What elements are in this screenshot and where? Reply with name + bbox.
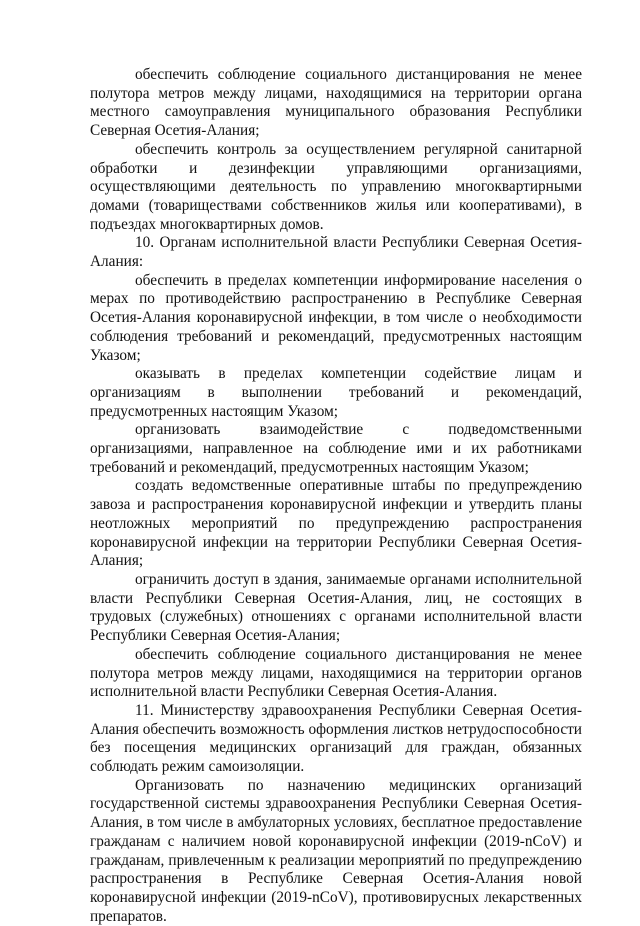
paragraph-7: создать ведомственные оперативные штабы по предупреждению завоза и распространения коронавирусной инфекции и утвердить планы неотложных мероприятий по предупреждению распространения коронавирусной инфекции на территории Республики Северная Осетия-Алания; bbox=[90, 477, 582, 570]
paragraph-11: Организовать по назначению медицинских организаций государственной системы здравоохранения Республики Северная Осетия-Алания, в том числе в амбулаторных условиях, бесплатное предоставление гражданам с наличием новой коронавирусной инфекции (2019-nCoV) и гражданам, привлеченным к реализации мероприятий по предупреждению распространения в Республике Северная Осетия-Алания новой коронавирусной инфекции (2019-nCoV), противовирусных лекарственных препаратов. bbox=[90, 776, 582, 925]
paragraph-8: ограничить доступ в здания, занимаемые органами исполнительной власти Республики Северная Осетия-Алания, лиц, не состоящих в трудовых (служебных) отношениях с органами исполнительной власти Республики Северная Осетия-Алания; bbox=[90, 570, 582, 645]
paragraph-6: организовать взаимодействие с подведомственными организациями, направленное на соблюдение ими и их работниками требований и рекомендаций, предусмотренных настоящим Указом; bbox=[90, 421, 582, 476]
paragraph-1: обеспечить соблюдение социального дистанцирования не менее полутора метров между лицами, находящимися на территории органа местного самоуправления муниципального образования Республики Северная Осетия-Алания; bbox=[90, 66, 582, 140]
paragraph-9: обеспечить соблюдение социального дистанцирования не менее полутора метров между лицами, находящимися на территории органов исполнительной власти Республики Северная Осетия-Алания. bbox=[90, 645, 582, 701]
document-page bbox=[90, 66, 582, 926]
paragraph-10: 11. Министерству здравоохранения Республики Северная Осетия-Алания обеспечить возможность оформления листков нетрудоспособности без посещения медицинских организаций для граждан, обязанных соблюдать режим самоизоляции. bbox=[90, 701, 582, 776]
paragraph-2: обеспечить контроль за осуществлением регулярной санитарной обработки и дезинфекции управляющими организациями, осуществляющими деятельность по управлению многоквартирными домами (товариществами собственников жилья или кооперативами), в подъездах многоквартирных домов. bbox=[90, 140, 582, 233]
paragraph-4: обеспечить в пределах компетенции информирование населения о мерах по противодействию распространению в Республике Северная Осетия-Алания коронавирусной инфекции, в том числе о необходимости соблюдения требований и рекомендаций, предусмотренных настоящим Указом; bbox=[90, 271, 582, 364]
paragraph-5: оказывать в пределах компетенции содействие лицам и организациям в выполнении требований и рекомендаций, предусмотренных настоящим Указом; bbox=[90, 365, 582, 420]
paragraph-3: 10. Органам исполнительной власти Республики Северная Осетия-Алания: bbox=[90, 234, 582, 271]
